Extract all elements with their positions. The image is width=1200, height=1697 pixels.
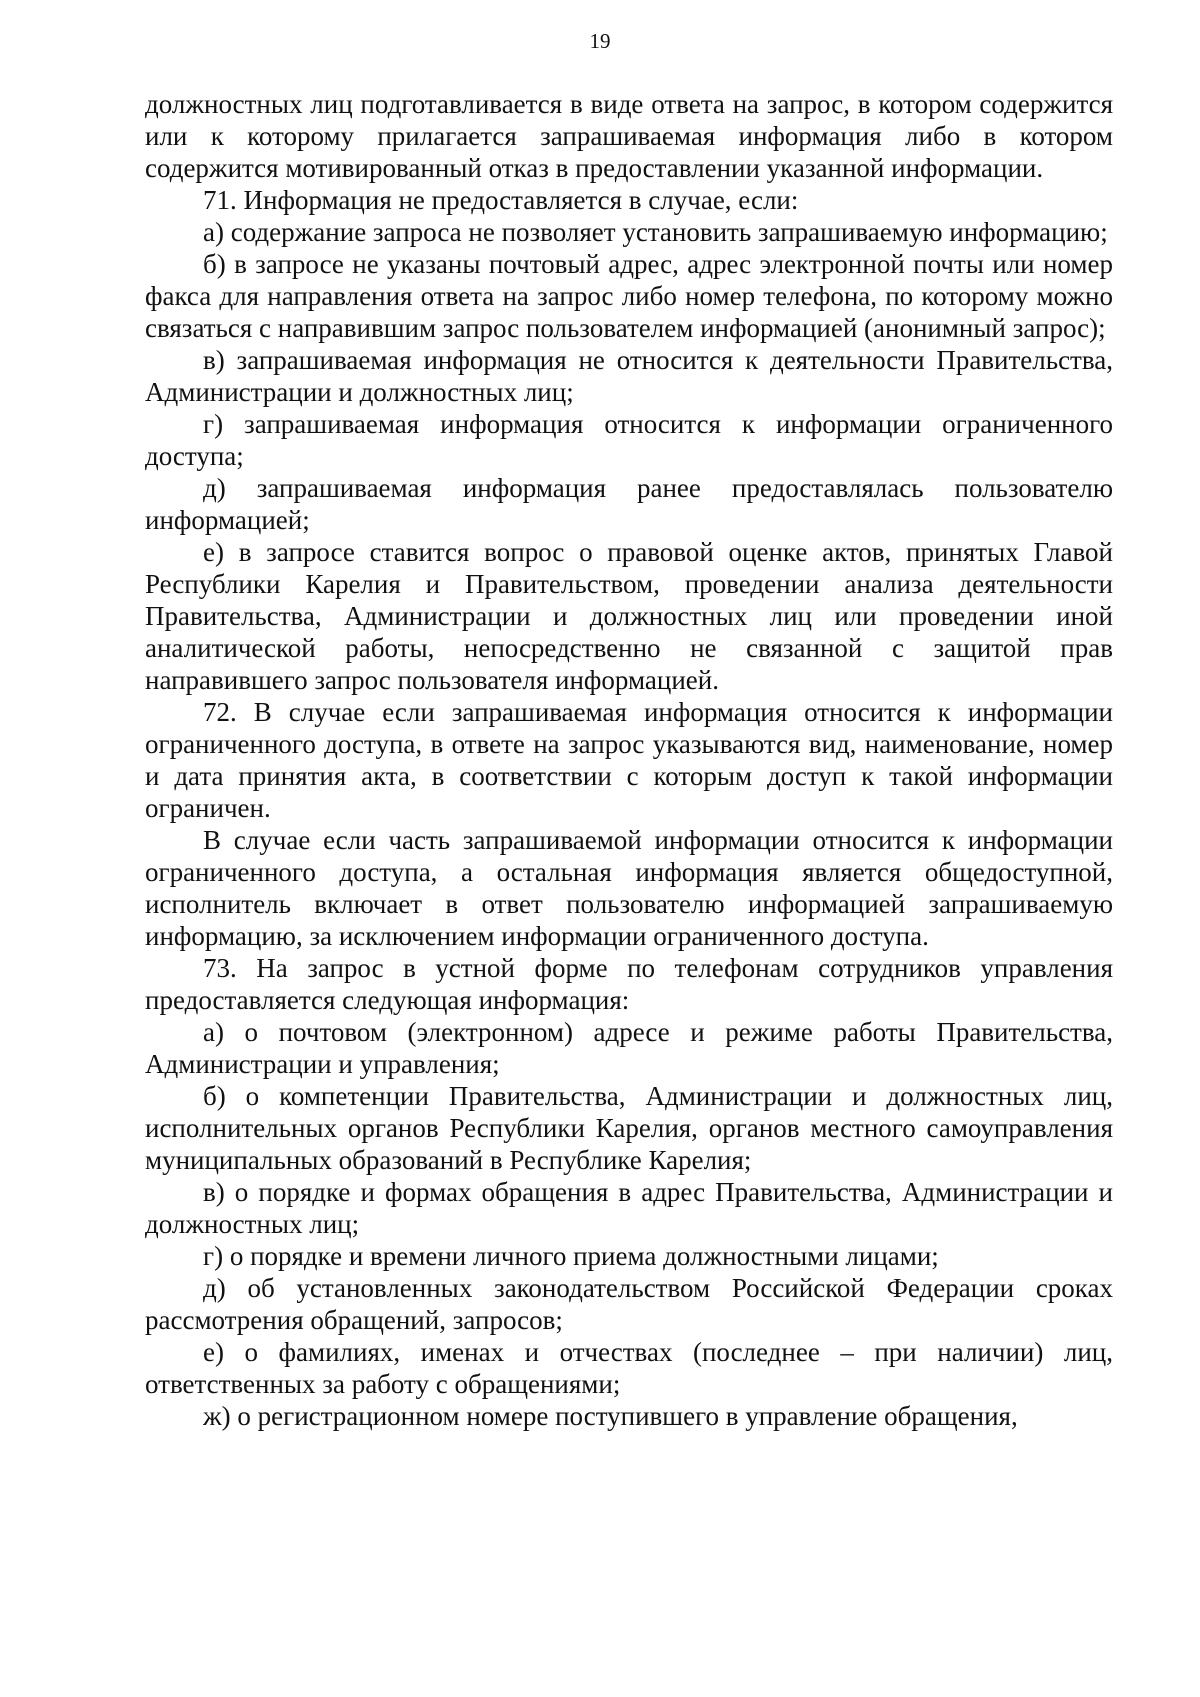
page-number: 19 <box>589 29 611 53</box>
paragraph-71-v: в) запрашиваемая информация не относится к деятельности Правительства, Администрации и должностных лиц; <box>145 345 1113 407</box>
paragraph-73-e: е) о фамилиях, именах и отчествах (последнее – при наличии) лиц, ответственных за работу с обращениями; <box>145 1337 1113 1399</box>
paragraph-72-part: В случае если часть запрашиваемой информации относится к информации ограниченного доступа, а остальная информация является общедоступной, исполнитель включает в ответ пользователю информацией запрашиваемую информацию, за исключением информации ограниченного доступа. <box>145 825 1113 951</box>
paragraph-continuation: должностных лиц подготавливается в виде ответа на запрос, в котором содержится или к которому прилагается запрашиваемая информация либо в котором содержится мотивированный отказ в предоставлении указанной информации. <box>145 89 1113 183</box>
paragraph-73-g: г) о порядке и времени личного приема должностными лицами; <box>203 1241 939 1271</box>
paragraph-71-b: б) в запросе не указаны почтовый адрес, адрес электронной почты или номер факса для направления ответа на запрос либо номер телефона, по которому можно связаться с направившим запрос пользователем информацией (анонимный запрос); <box>145 249 1113 343</box>
paragraph-71-e: е) в запросе ставится вопрос о правовой оценке актов, принятых Главой Республики Карелия и Правительством, проведении анализа деятельности Правительства, Администрации и должностных лиц или проведении иной аналитической работы, непосредственно не связанной с защитой прав направившего запрос пользователя информацией. <box>145 537 1113 695</box>
paragraph-73-zh: ж) о регистрационном номере поступившего в управление обращения, <box>203 1401 1018 1431</box>
paragraph-71-d: д) запрашиваемая информация ранее предоставлялась пользователю информацией; <box>145 473 1113 535</box>
document-body <box>145 88 1113 1432</box>
paragraph-71-g: г) запрашиваемая информация относится к информации ограниченного доступа; <box>145 409 1113 471</box>
paragraph-71-a: а) содержание запроса не позволяет установить запрашиваемую информацию; <box>203 217 1108 247</box>
paragraph-73-a: а) о почтовом (электронном) адресе и режиме работы Правительства, Администрации и управления; <box>145 1017 1113 1079</box>
paragraph-73-b: б) о компетенции Правительства, Администрации и должностных лиц, исполнительных органов Республики Карелия, органов местного самоуправления муниципальных образований в Республике Карелия; <box>145 1081 1113 1175</box>
paragraph-72: 72. В случае если запрашиваемая информация относится к информации ограниченного доступа, в ответе на запрос указываются вид, наименование, номер и дата принятия акта, в соответствии с которым доступ к такой информации ограничен. <box>145 697 1113 823</box>
paragraph-71: 71. Информация не предоставляется в случае, если: <box>203 185 799 215</box>
paragraph-73-d: д) об установленных законодательством Российской Федерации сроках рассмотрения обращений, запросов; <box>145 1273 1113 1335</box>
paragraph-73-v: в) о порядке и формах обращения в адрес Правительства, Администрации и должностных лиц; <box>145 1177 1113 1239</box>
paragraph-73: 73. На запрос в устной форме по телефонам сотрудников управления предоставляется следующая информация: <box>145 953 1113 1015</box>
